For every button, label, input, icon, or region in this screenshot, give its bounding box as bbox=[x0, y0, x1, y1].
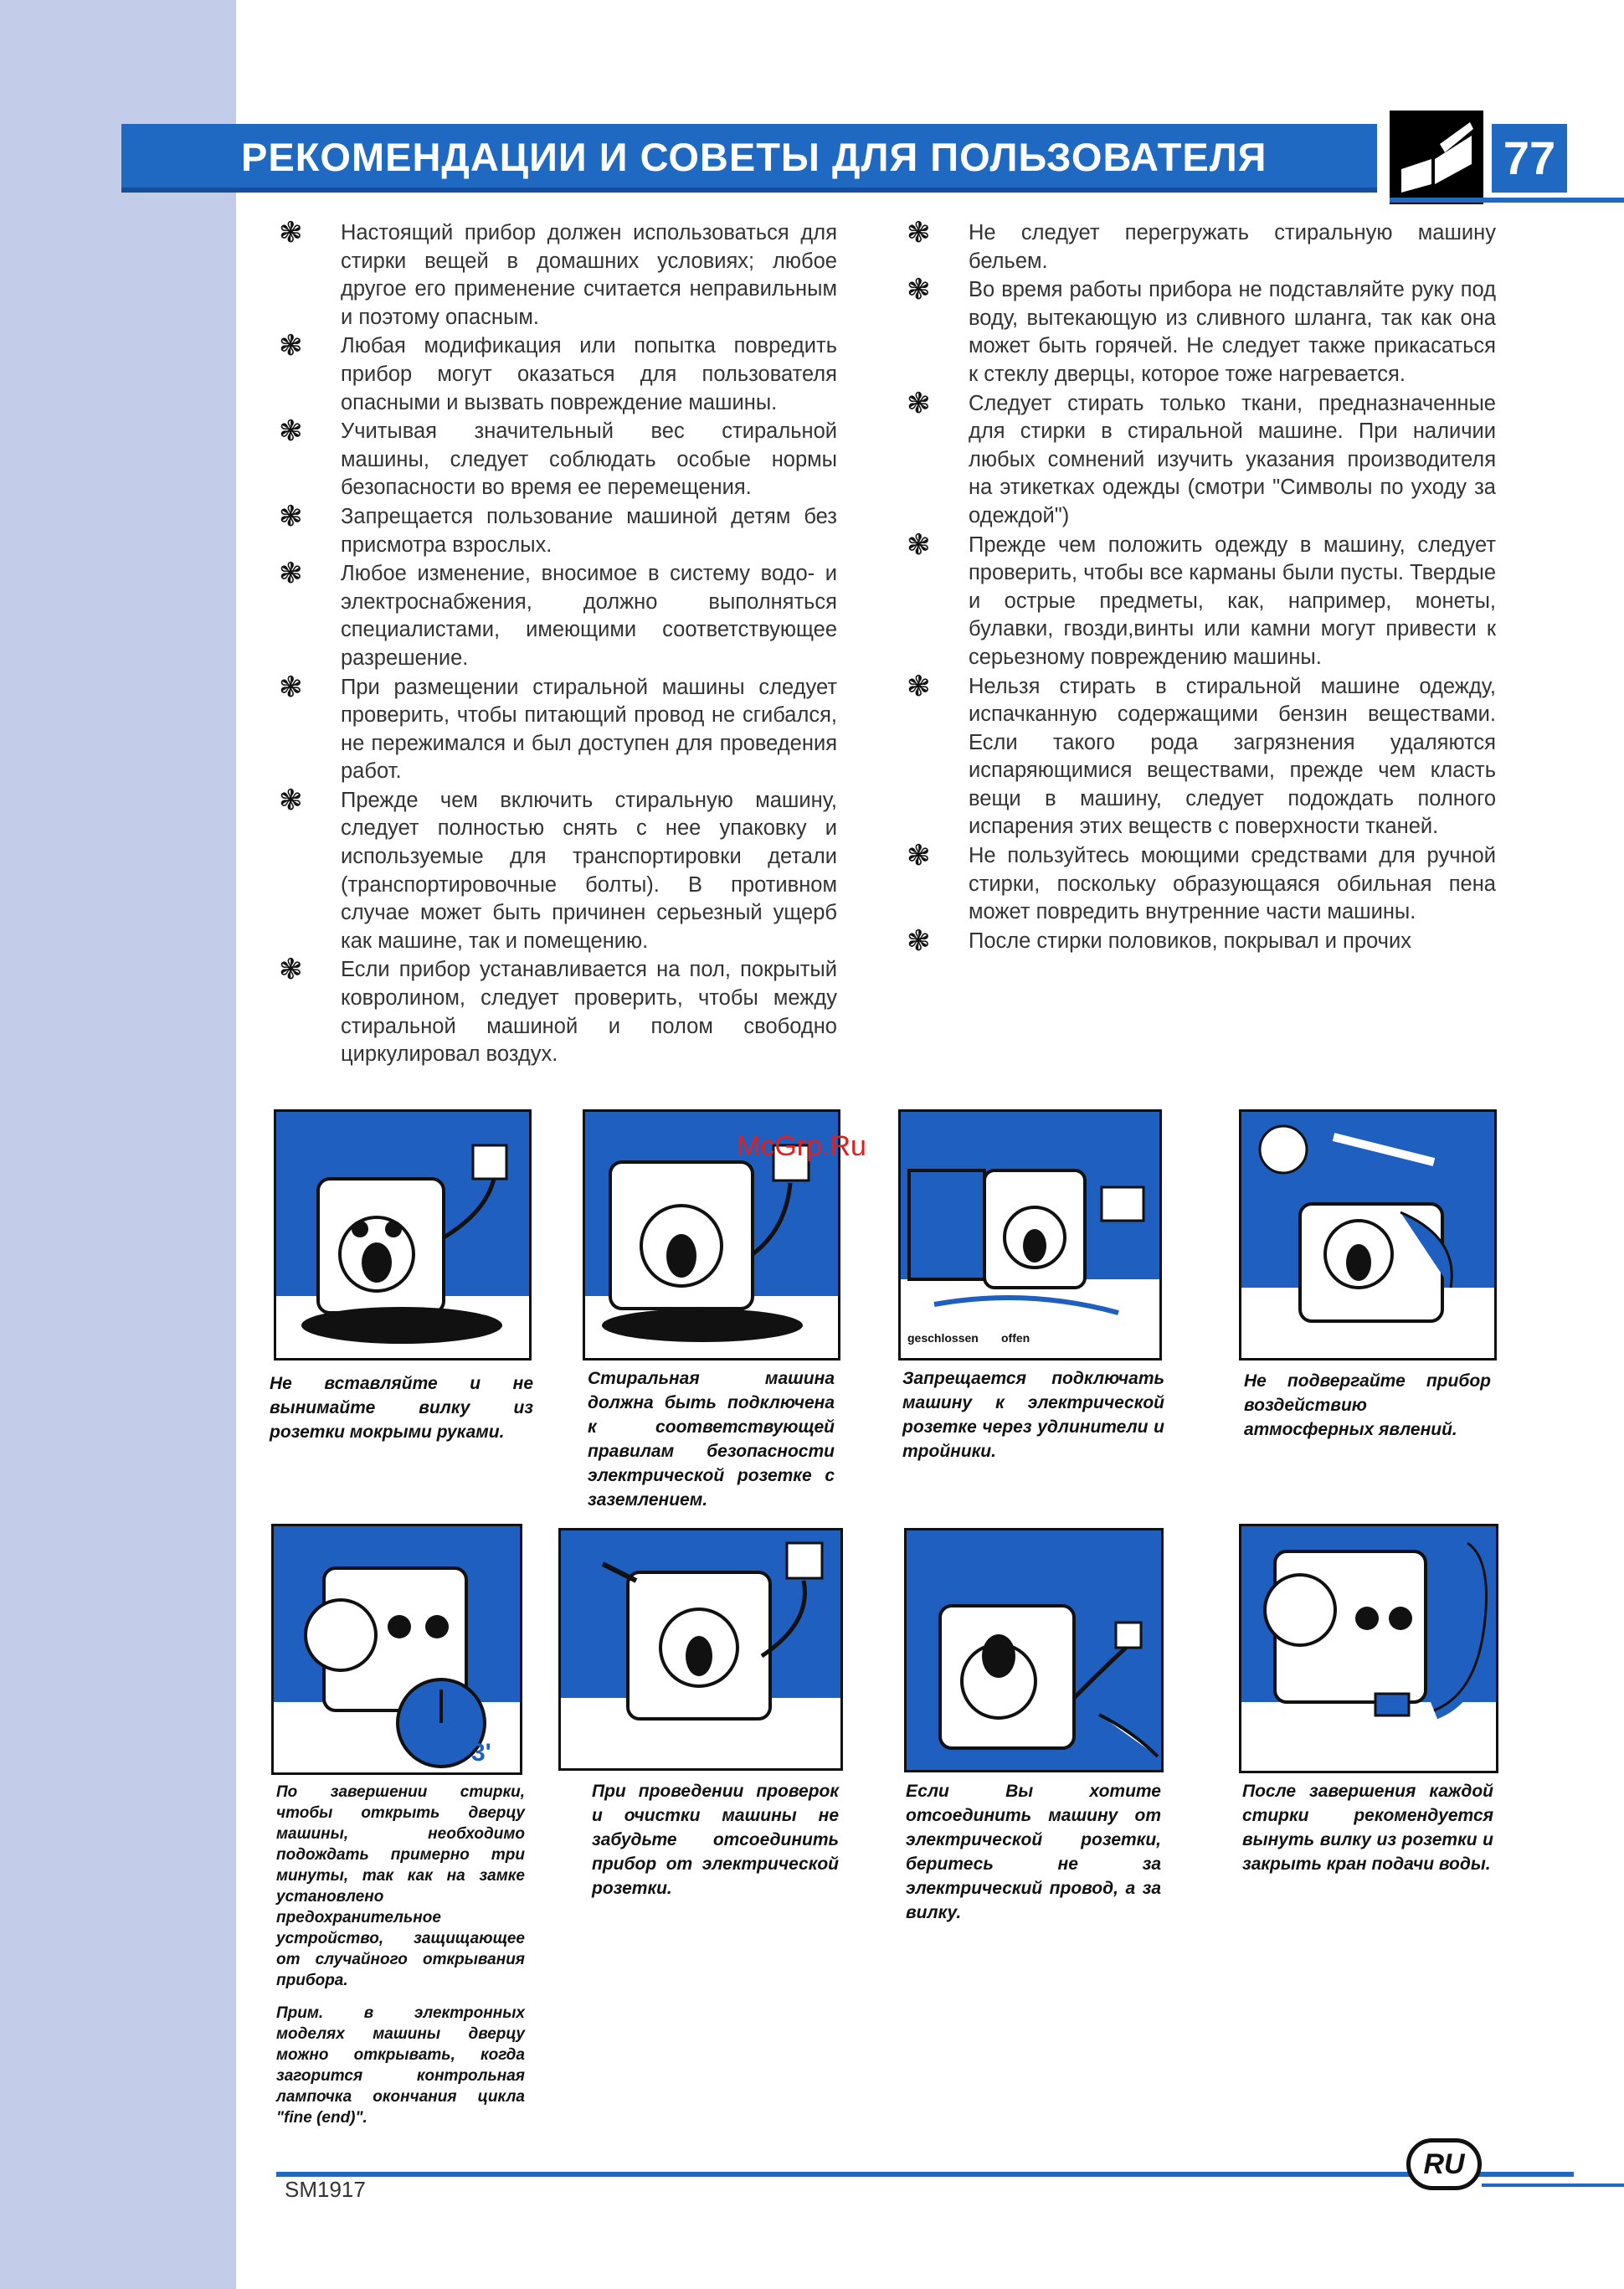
asterisk-icon: ❃ bbox=[279, 500, 303, 532]
asterisk-icon: ❃ bbox=[907, 924, 931, 957]
list-item: ❃ Настоящий прибор должен использоваться для стирки вещей в домашних условиях; любое другое его применение считается неправильным и поэтому опасным. bbox=[279, 217, 837, 329]
caption-extension-cord: Запрещается подключать машину к электрической розетке через удлинители и тройники. bbox=[902, 1369, 1164, 1461]
asterisk-icon: ❃ bbox=[907, 217, 931, 249]
caption-door-timer: По завершении стирки, чтобы открыть дверцу машины, необходимо подождать примерно три минуты, так как на замке установлено предохранительное устройство, защищающее от случайного открывания прибора. bbox=[276, 1783, 525, 1989]
asterisk-icon: ❃ bbox=[279, 558, 303, 590]
header-underline bbox=[1390, 198, 1624, 203]
model-number: SM1917 bbox=[285, 2177, 366, 2202]
asterisk-icon: ❃ bbox=[907, 274, 931, 306]
asterisk-icon: ❃ bbox=[279, 330, 303, 363]
list-item: ❃ Не следует перегружать стиральную машину бельем. bbox=[907, 217, 1496, 273]
page-number: 77 bbox=[1492, 124, 1567, 193]
caption-close-tap: После завершения каждой стирки рекомендуется вынуть вилку из розетки и закрыть кран подачи воды. bbox=[1242, 1782, 1493, 1874]
asterisk-icon: ❃ bbox=[279, 784, 303, 816]
list-item: ❃ Нельзя стирать в стиральной машине одежду, испачканную содержащими бензин веществами. Если такого рода загрязнения удаляются испаряющимися веществами, прежде чем класть вещи в машину, следует подождать полного испарения этих веществ с поверхности тканей. bbox=[907, 670, 1496, 839]
plug-label-open: offen bbox=[1001, 1331, 1030, 1345]
illustration-weather bbox=[1239, 1109, 1497, 1361]
list-item: ❃ Прежде чем положить одежду в машину, следует проверить, чтобы все карманы были пусты. Твердые и острые предметы, как, например, монеты, булавки, гвозди,винты или камни могут привести к серьезному повреждению машины. bbox=[907, 528, 1496, 669]
timer-label: 3' bbox=[471, 1739, 491, 1767]
caption-grounded-socket: Стиральная машина должна быть подключена к соответствующей правилам безопасности электрической розетке с заземлением. bbox=[588, 1369, 835, 1510]
list-item: ❃ Запрещается пользование машиной детям без присмотра взрослых. bbox=[279, 500, 837, 557]
asterisk-icon: ❃ bbox=[279, 217, 303, 249]
asterisk-icon: ❃ bbox=[907, 387, 931, 419]
list-item: ❃ Следует стирать только ткани, предназначенные для стирки в стиральной машине. При наличии любых сомнений изучить указания производителя на этикетках одежды (смотри "Символы по уходу за одеждой") bbox=[907, 387, 1496, 527]
illustration-unplug-cleaning bbox=[558, 1528, 843, 1771]
asterisk-icon: ❃ bbox=[279, 954, 303, 986]
asterisk-icon: ❃ bbox=[907, 670, 931, 702]
list-item: ❃ Не пользуйтесь моющими средствами для ручной стирки, поскольку образующаяся обильная пена может повредить внутренние части машины. bbox=[907, 840, 1496, 924]
asterisk-icon: ❃ bbox=[279, 671, 303, 703]
caption-wet-hands: Не вставляйте и не вынимайте вилку из розетки мокрыми руками. bbox=[270, 1374, 533, 1442]
plug-label-closed: geschlossen bbox=[907, 1331, 979, 1345]
illustration-door-timer bbox=[271, 1524, 522, 1775]
list-item: ❃ Учитывая значительный вес стиральной машины, следует соблюдать особые нормы безопасности во время ее перемещения. bbox=[279, 415, 837, 500]
illustration-wet-hands-plug bbox=[274, 1109, 532, 1361]
list-item: ❃ Если прибор устанавливается на пол, покрытый ковролином, следует проверить, чтобы между стиральной машиной и полом свободно циркулировал воздух. bbox=[279, 954, 837, 1067]
caption-note: Прим. в электронных моделях машины дверцу можно открывать, когда загорится контрольная лампочка окончания цикла "fine (end)". bbox=[276, 2004, 525, 2127]
watermark: McGrp.Ru bbox=[737, 1130, 866, 1162]
list-item: ❃ Во время работы прибора не подставляйте руку под воду, вытекающую из сливного шланга, так как она может быть горячей. Не следует также прикасаться к стеклу дверцы, которое тоже нагревается. bbox=[907, 274, 1496, 386]
asterisk-icon: ❃ bbox=[907, 528, 931, 561]
caption-pull-plug: Если Вы хотите отсоединить машину от электрической розетки, беритесь не за электрический провод, а за вилку. bbox=[906, 1782, 1161, 1922]
list-item: ❃ Прежде чем включить стиральную машину, следует полностью снять с нее упаковку и используемые для транспортировки детали (транспортировочные болты). В противном случае может быть причинен серьезный ущерб как машине, так и помещению. bbox=[279, 784, 837, 953]
list-item: ❃ Любая модификация или попытка повредить прибор могут оказаться для пользователя опасными и вызвать повреждение машины. bbox=[279, 330, 837, 414]
right-text-column bbox=[892, 219, 1496, 956]
asterisk-icon: ❃ bbox=[907, 840, 931, 872]
list-item: ❃ Любое изменение, вносимое в систему водо- и электроснабжения, должно выполняться специалистами, имеющими соответствующее разрешение. bbox=[279, 558, 837, 670]
caption-unplug-cleaning: При проведении проверок и очистки машины не забудьте отсоединить прибор от электрической розетки. bbox=[592, 1782, 839, 1898]
book-logo-icon bbox=[1390, 111, 1483, 204]
language-badge: RU bbox=[1406, 2138, 1482, 2190]
side-band bbox=[0, 0, 236, 2289]
asterisk-icon: ❃ bbox=[279, 415, 303, 448]
list-item: ❃ При размещении стиральной машины следует проверить, чтобы питающий провод не сгибался, не пережимался и был доступен для проведения работ. bbox=[279, 671, 837, 784]
list-item: ❃ После стирки половиков, покрывал и прочих bbox=[907, 924, 1411, 957]
page-title: РЕКОМЕНДАЦИИ И СОВЕТЫ ДЛЯ ПОЛЬЗОВАТЕЛЯ bbox=[241, 135, 1267, 179]
illustration-pull-plug bbox=[904, 1528, 1164, 1772]
footer-rule bbox=[276, 2172, 1574, 2177]
illustration-extension-cord bbox=[898, 1109, 1162, 1361]
footer-rule-secondary bbox=[1482, 2184, 1624, 2187]
illustration-close-tap bbox=[1239, 1524, 1498, 1773]
caption-weather: Не подвергайте прибор воздействию атмосферных явлений. bbox=[1244, 1371, 1491, 1439]
left-text-column bbox=[264, 219, 837, 1070]
